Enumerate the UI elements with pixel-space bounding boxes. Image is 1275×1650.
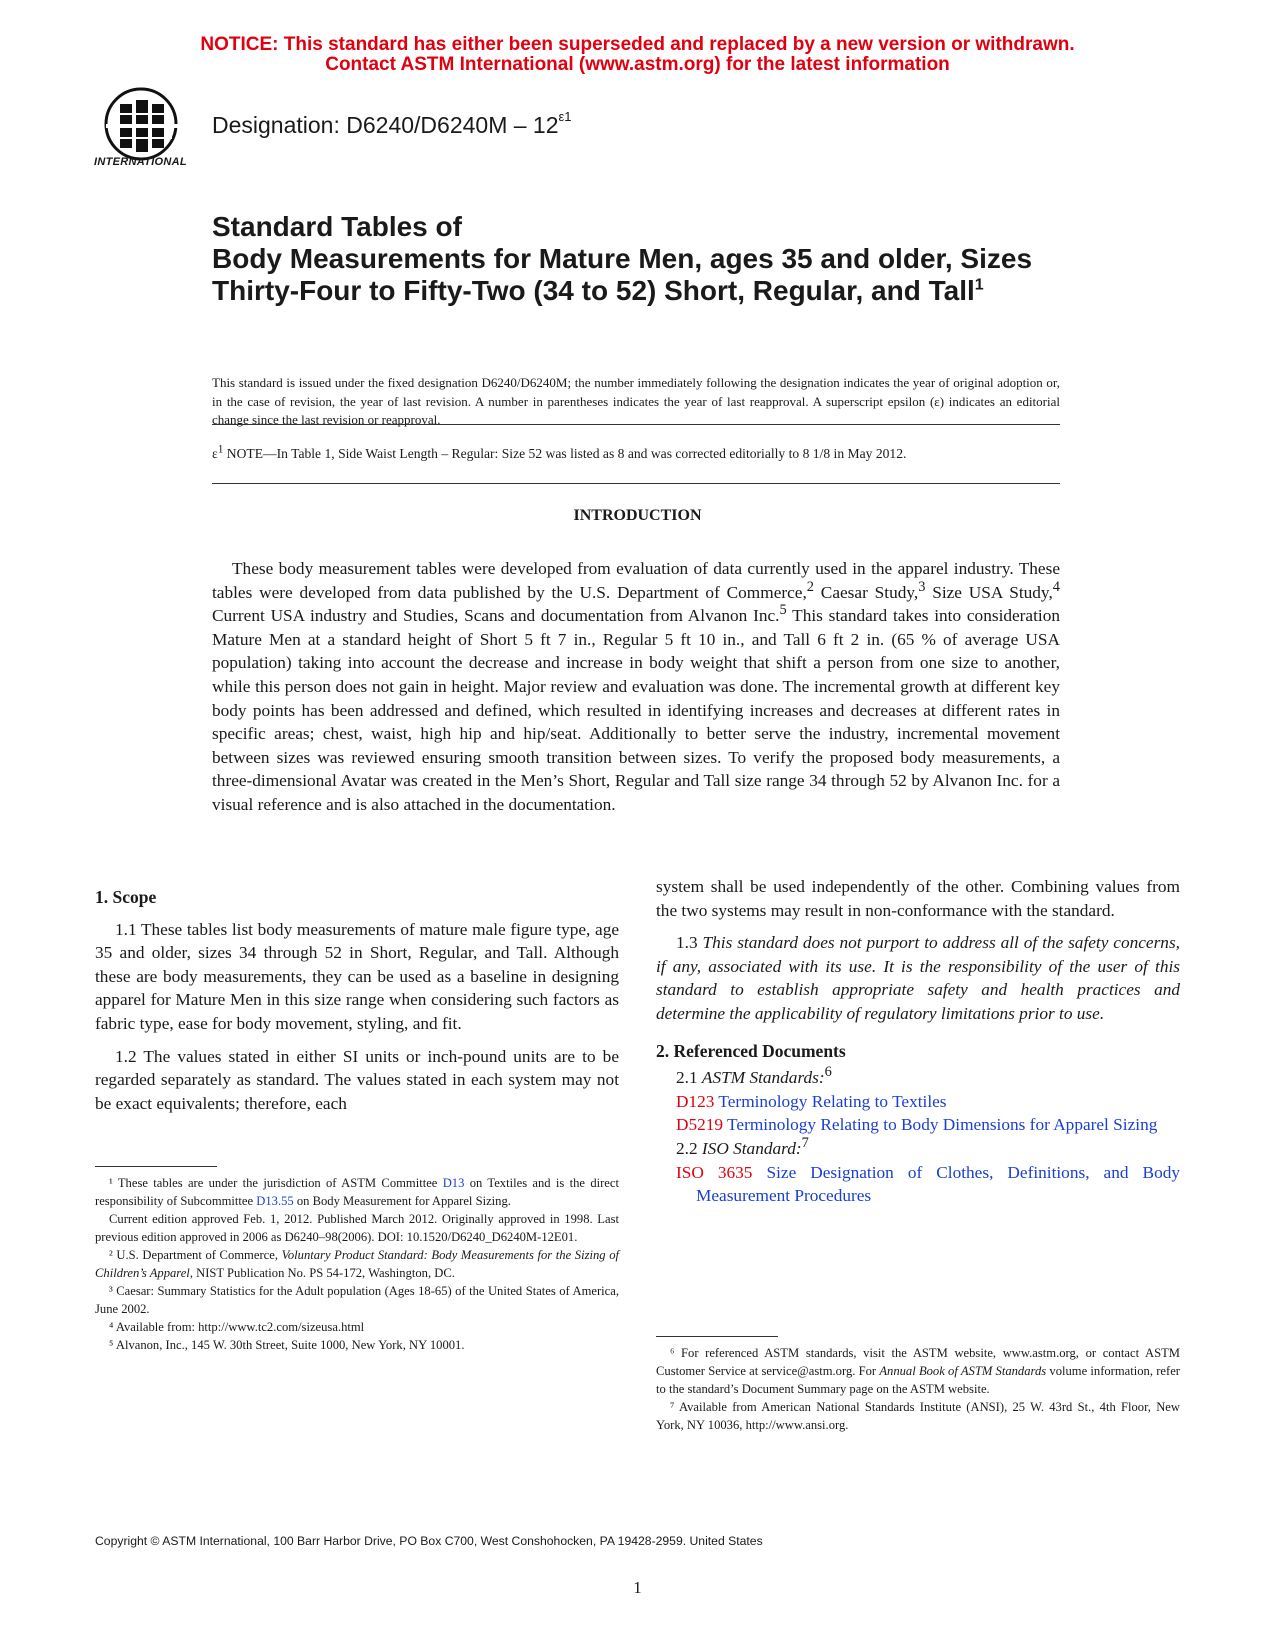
fn6-text-a: ⁶ For referenced ASTM standards, visit the ASTM website, www.astm.org, or contact ASTM Customer Service at service@astm.org. For [656, 1346, 1180, 1378]
logo-text: INTERNATIONAL [94, 156, 187, 168]
epsilon-text: NOTE—In Table 1, Side Waist Length – Regular: Size 52 was listed as 8 and was corrected editorially to 8 1/8 in May 2012. [223, 446, 907, 461]
astm-standards-label [656, 1066, 1180, 1090]
iso-label-num: 2.2 [676, 1138, 702, 1158]
title-sup: 1 [974, 276, 984, 294]
introduction-body [212, 557, 1060, 817]
intro-text-1: These body measurement tables were developed from evaluation of data currently used in the apparel industry. These tables were developed from data published by the U.S. Department of Commerce, [212, 559, 1060, 602]
ref-d123-title[interactable]: Terminology Relating to Textiles [714, 1091, 947, 1111]
scope-heading: 1. Scope [95, 887, 157, 907]
issued-statement: This standard is issued under the fixed designation D6240/D6240M; the number immediately following the designation indicates the year of original adoption or, in the case of revision, the year of last revision. A number in parentheses indicates the year of last reapproval. A superscript epsilon (ε) indicates an editorial change since the last revision or reapproval. [212, 375, 1060, 427]
epsilon-mark: ε [212, 446, 218, 461]
divider-top [212, 424, 1060, 425]
astm-label-sup: 6 [824, 1064, 832, 1081]
ref-iso3635-code[interactable]: ISO 3635 [676, 1162, 753, 1182]
intro-text-2: Caesar Study, [813, 582, 919, 602]
referenced-heading: 2. Referenced Documents [656, 1040, 846, 1061]
epsilon-sup: 1 [217, 443, 224, 456]
iso-standard-label [656, 1137, 1180, 1161]
fn2-text-b: , NIST Publication No. PS 54-172, Washington, DC. [189, 1266, 455, 1280]
left-column [95, 886, 619, 1115]
fn6-text-b: volume information, refer to the standard’s Document Summary page on the ASTM website. [656, 1364, 1180, 1396]
divider-bottom [212, 483, 1060, 484]
footnote-2 [95, 1246, 619, 1282]
footnote-5: ⁵ Alvanon, Inc., 145 W. 30th Street, Suite 1000, New York, NY 10001. [109, 1338, 465, 1352]
astm-logo [92, 86, 192, 172]
footnotes-right [656, 1344, 1180, 1434]
ref-d5219[interactable] [656, 1113, 1180, 1137]
designation-label: Designation: D6240/D6240M – 12 [212, 112, 559, 138]
intro-text-4: Current USA industry and Studies, Scans and documentation from Alvanon Inc. [212, 606, 780, 626]
link-d13[interactable]: D13 [442, 1176, 465, 1190]
intro-text-5: This standard takes into consideration Mature Men at a standard height of Short 5 ft 7 in., Regular 5 ft 10 in., and Tall 6 ft 2 in. (65 % of average USA population) taking into account the decrease and increase in body weight that shift a person from one size to another, while this person does not gain in height. Major review and evaluation was done. The incremental growth at different key body points has been addressed and defined, which resulted in identifying increases and decreases at different rates in specific areas; chest, waist, high hip and hip/seat. Additionally to better serve the industry, incremental movement between sizes was reviewed ensuring smooth transition between sizes. To verify the proposed body measurements, a three-dimensional Avatar was created in the Men’s Short, Regular and Tall size range 34 through 52 by Alvanon Inc. for a visual reference and is also attached in the documentation. [212, 606, 1060, 814]
introduction-heading: INTRODUCTION [573, 507, 702, 524]
scope-1-3-num: 1.3 [676, 933, 703, 953]
document-title [212, 211, 1042, 307]
ref-d5219-title[interactable]: Terminology Relating to Body Dimensions for Apparel Sizing [723, 1115, 1158, 1135]
fn6-italic: Annual Book of ASTM Standards [879, 1364, 1047, 1378]
fn2-text-a: ² U.S. Department of Commerce, [109, 1248, 282, 1262]
astm-label-num: 2.1 [676, 1068, 702, 1088]
fn1-text-b: on Textiles and is the direct responsibility of Subcommittee [95, 1176, 619, 1208]
right-column [656, 875, 1180, 1208]
title-main: Body Measurements for Mature Men, ages 35 and older, Sizes Thirty-Four to Fifty-Two (34 to 52) Short, Regular, and Tall [212, 243, 1033, 306]
scope-1-3-text: This standard does not purport to address all of the safety concerns, if any, associated with its use. It is the responsibility of the user of this standard to establish appropriate safety and health practices and determine the applicability of regulatory limitations prior to use. [656, 933, 1180, 1023]
footnote-rule-right [656, 1336, 778, 1337]
epsilon-note [212, 445, 1060, 464]
ref-d5219-code[interactable]: D5219 [676, 1115, 724, 1135]
copyright: Copyright © ASTM International, 100 Barr Harbor Drive, PO Box C700, West Conshohocken, PA 19428-2959. United States [95, 1534, 763, 1548]
fn1-text-c: on Body Measurement for Apparel Sizing. [293, 1194, 511, 1208]
ref-iso3635-title[interactable]: Size Designation of Clothes, Definitions, and Body Measurement Procedures [696, 1162, 1180, 1206]
footnote-3: ³ Caesar: Summary Statistics for the Adult population (Ages 18-65) of the United States of America, June 2002. [95, 1284, 619, 1316]
ref-d123-code[interactable]: D123 [676, 1091, 715, 1111]
notice-line-1: NOTICE: This standard has either been superseded and replaced by a new version or withdrawn. [200, 34, 1075, 55]
scope-1-2-cont: system shall be used independently of the other. Combining values from the two systems may result in non-conformance with the standard. [656, 877, 1180, 920]
intro-sup-4: 4 [1052, 578, 1060, 595]
footnote-1-edition: Current edition approved Feb. 1, 2012. Published March 2012. Originally approved in 1998. Last previous edition approved in 2006 as D6240–98(2006). DOI: 10.1520/D6240_D6240M-12E01. [95, 1212, 619, 1244]
astm-label-text: ASTM Standards: [701, 1068, 825, 1088]
fn1-text-a: ¹ These tables are under the jurisdiction of ASTM Committee [109, 1176, 443, 1190]
intro-sup-5: 5 [779, 602, 787, 619]
title-line-1: Standard Tables of [212, 211, 462, 242]
scope-1-1: 1.1 These tables list body measurements of mature male figure type, age 35 and older, sizes 34 through 52 in Short, Regular, and Tall. Although these are body measurements, they can be used as a baseline in designing apparel for Mature Men in this size range when considering such factors as fabric type, ease for body movement, styling, and fit. [95, 919, 619, 1033]
intro-text-3: Size USA Study, [925, 582, 1053, 602]
intro-sup-3: 3 [918, 578, 926, 595]
scope-1-2: 1.2 The values stated in either SI units or inch-pound units are to be regarded separately as standard. The values stated in each system may not be exact equivalents; therefore, each [95, 1046, 619, 1113]
designation [212, 109, 572, 139]
footnote-4: ⁴ Available from: http://www.tc2.com/sizeusa.html [109, 1320, 365, 1334]
ref-iso3635[interactable] [656, 1161, 1180, 1208]
footnotes-left [95, 1174, 619, 1354]
link-d13-55[interactable]: D13.55 [256, 1194, 294, 1208]
intro-sup-2: 2 [806, 578, 814, 595]
page-number: 1 [633, 1578, 642, 1597]
fn2-italic: Voluntary Product Standard: Body Measurements for the Sizing of Children’s Apparel [95, 1248, 619, 1280]
designation-sup: ε1 [558, 109, 572, 125]
footnote-rule-left [95, 1166, 217, 1167]
footnote-7: ⁷ Available from American National Standards Institute (ANSI), 25 W. 43rd St., 4th Floor, New York, NY 10036, http://www.ansi.org. [656, 1400, 1180, 1432]
footnote-6 [656, 1344, 1180, 1398]
footnote-1 [95, 1174, 619, 1210]
iso-label-text: ISO Standard: [701, 1138, 802, 1158]
notice-line-2: Contact ASTM International (www.astm.org) for the latest information [325, 54, 950, 75]
iso-label-sup: 7 [801, 1135, 809, 1152]
ref-d123[interactable] [656, 1090, 1180, 1114]
scope-1-3 [656, 931, 1180, 1025]
